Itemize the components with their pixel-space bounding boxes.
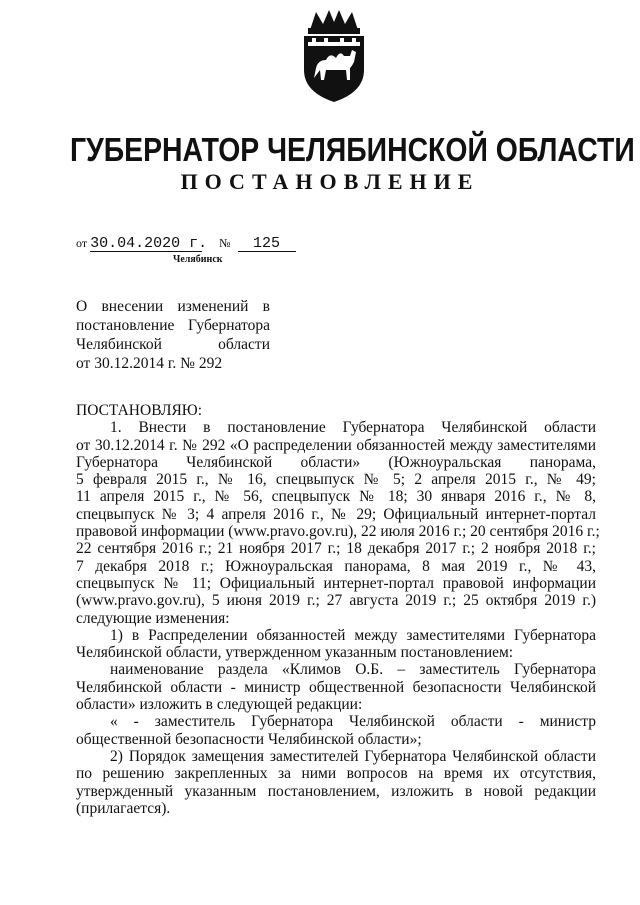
- document-body: [76, 402, 600, 817]
- text-line: спецвыпуск № 11; Официальный интернет-портал правовой информации: [76, 574, 596, 592]
- number-label: №: [219, 236, 231, 250]
- document-number: 125: [238, 236, 296, 252]
- text-line: Челябинской области, утвержденном указанным постановлением:: [76, 644, 514, 662]
- text-line: утвержденный указанным постановлением, изложить в новой редакции: [76, 782, 596, 800]
- text-line: Челябинской области - министр общественной безопасности Челябинской: [76, 678, 596, 696]
- paragraph-4: [76, 713, 596, 748]
- paragraph-2: [76, 627, 596, 662]
- paragraph-3: [76, 661, 596, 713]
- text-line: спецвыпуск № 3; 4 апреля 2016 г., № 29; Официальный интернет-портал: [76, 505, 596, 523]
- text-line: области» изложить в следующей редакции:: [76, 696, 363, 714]
- subject-line: О внесении изменений в: [76, 298, 270, 315]
- text-line: 5 февраля 2015 г., № 16, спецвыпуск № 5; 2 апреля 2015 г., № 49;: [76, 471, 596, 489]
- document-type: ПОСТАНОВЛЕНИЕ: [180, 169, 480, 194]
- text-line: от 30.12.2014 г. № 292 «О распределении обязанностей между заместителями: [76, 436, 596, 454]
- document-date: 30.04.2020 г.: [90, 235, 208, 252]
- text-line: 1) в Распределении обязанностей между заместителями Губернатора: [110, 626, 596, 644]
- city-label: Челябинск: [173, 254, 223, 265]
- resolve-heading: ПОСТАНОВЛЯЮ:: [76, 402, 203, 419]
- text-line: 1. Внести в постановление Губернатора Челябинской области: [110, 419, 596, 437]
- organization-title: ГУБЕРНАТОР ЧЕЛЯБИНСКОЙ ОБЛАСТИ: [70, 131, 635, 168]
- text-line: 22 сентября 2016 г.; 21 ноября 2017 г.; 18 декабря 2017 г.; 2 ноября 2018 г.;: [76, 540, 596, 558]
- coat-of-arms-emblem: [296, 8, 372, 104]
- text-line: наименование раздела «Климов О.Б. – заместитель Губернатора: [110, 661, 596, 679]
- document-subject: [76, 297, 270, 373]
- subject-line: постановление Губернатора: [76, 317, 270, 334]
- text-line: 11 апреля 2015 г., № 56, спецвыпуск № 18; 30 января 2016 г., № 8,: [76, 488, 596, 506]
- text-line: по решению закрепленных за ними вопросов на время их отсутствия,: [76, 765, 596, 783]
- text-line: (прилагается).: [76, 799, 171, 817]
- subject-line: Челябинской области: [76, 336, 270, 353]
- text-line: 2) Порядок замещения заместителей Губернатора Челябинской области: [110, 747, 596, 765]
- text-line: правовой информации (www.pravo.gov.ru), 22 июля 2016 г.; 20 сентября 2016 г.;: [76, 523, 600, 541]
- text-line: 7 декабря 2018 г.; Южноуральская панорама, 8 мая 2019 г., № 43,: [76, 557, 596, 575]
- text-line: Губернатора Челябинской области» (Южноуральская панорама,: [76, 453, 596, 471]
- text-line: следующие изменения:: [76, 609, 230, 627]
- subject-line: от 30.12.2014 г. № 292: [76, 355, 223, 372]
- text-line: общественной безопасности Челябинской области»;: [76, 730, 422, 748]
- text-line: (www.pravo.gov.ru), 5 июня 2019 г.; 27 августа 2019 г.; 25 октября 2019 г.): [76, 592, 596, 610]
- paragraph-5: [76, 748, 596, 817]
- from-label: от: [76, 236, 88, 250]
- document-meta: [76, 236, 296, 252]
- paragraph-1: [76, 419, 600, 627]
- text-line: « - заместитель Губернатора Челябинской области - министр: [110, 713, 596, 731]
